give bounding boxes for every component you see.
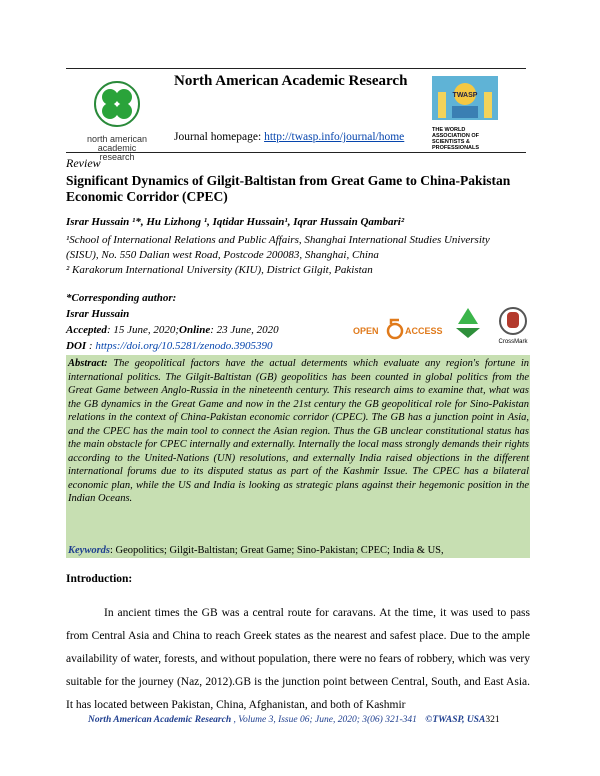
- intro-heading: Introduction:: [66, 573, 133, 585]
- logo-text-2: academic research: [97, 143, 137, 162]
- crossmark-icon: [498, 306, 528, 336]
- open-access-badge: [353, 318, 449, 345]
- corresponding-name: Israr Hussain: [66, 308, 130, 320]
- journal-homepage: [174, 131, 404, 143]
- journal-logo: [80, 78, 154, 162]
- crossmark-badge[interactable]: [498, 306, 528, 345]
- article-type: Review: [66, 156, 101, 170]
- affiliation-2: ² Karakorum International University (KIU), District Gilgit, Pakistan: [66, 264, 373, 276]
- svg-text:TWASP: TWASP: [452, 92, 478, 99]
- open-access-icon: [353, 318, 449, 342]
- doi: DOI : https://doi.org/10.5281/zenodo.3905390: [66, 340, 273, 352]
- article-title: Significant Dynamics of Gilgit-Baltistan from Great Game to China-Pakistan Economic Corridor (CPEC): [66, 173, 511, 204]
- authors: Israr Hussain ¹*, Hu Lizhong ¹, Iqtidar Hussain¹, Iqrar Hussain Qambari²: [66, 216, 405, 228]
- affiliation-1b: (SISU), No. 550 Dalian west Road, Postcode 200083, Shanghai, China: [66, 249, 379, 261]
- twasp-emblem-icon: [432, 76, 498, 120]
- twasp-logo: [432, 76, 504, 151]
- recycle-icon: [452, 306, 484, 345]
- keywords: Keywords: Geopolitics; Gilgit-Baltistan; Great Game; Sino-Pakistan; CPEC; India & US,: [68, 545, 444, 556]
- svg-text:OPEN: OPEN: [353, 326, 379, 336]
- doi-link[interactable]: https://doi.org/10.5281/zenodo.3905390: [95, 340, 273, 352]
- homepage-link[interactable]: http://twasp.info/journal/home: [264, 131, 405, 143]
- journal-title: North American Academic Research: [174, 73, 408, 89]
- twasp-text: THE WORLD ASSOCIATION OF SCIENTISTS & PROFESSIONALS: [432, 127, 480, 151]
- crossmark-label: CrossMark: [498, 339, 528, 345]
- abstract-label: Abstract:: [68, 358, 108, 369]
- intro-paragraph: In ancient times the GB was a central route for caravans. At the time, it was used to pass from Central Asia and China to reach Greek states as the nearest and safest place. Due to the ample availability of water, forests, and without population, there were no fears of robbery, which was very suitable for the journey (Naz, 2012).GB is the junction point between Central, South, and East Asia. It has located between Pakistan, China, Afghanistan, and both of Kashmir: [66, 607, 530, 711]
- abstract-text: Abstract: The geopolitical factors have the actual determents which evaluate any region's fortune in international politics. The Gilgit-Baltistan (GB) geopolitics has been counted in global politics from the Great Game between Anglo-Russia in the nineteenth century. This research aims to examine that, what was the GB dynamics in the Great Game and now in the 21st century the GB geopolitical role for Sino-Pakistan relations in the context of China-Pakistan economic corridor (CPEC). The GB has a junction point in Asia, and the CPEC has the main tool to connect the Asian region. Thus the GB unclear constitutional status has the main obstacle for CPEC internally and externally. Internally the local mass strongly demands their rights according to the United-Nations (UN) resolutions, and externally India raised objections in the different international forums due to its disputed status as part of the Kashmir Issue. The CPEC has a bilateral economic plan, while the US and India is looking as strategic plans against their hegemonic position in the Indian Oceans.: [68, 358, 530, 504]
- homepage-label: Journal homepage:: [174, 131, 265, 143]
- affiliation-1a: ¹School of International Relations and Public Affairs, Shanghai International Studies University: [66, 234, 490, 246]
- header-top-rule: [66, 68, 526, 69]
- corresponding-label: *Corresponding author:: [66, 292, 177, 304]
- footer: North American Academic Research , Volume 3, Issue 06; June, 2020; 3(06) 321-341 ©TWASP, USA321: [88, 715, 500, 725]
- clover-icon: [80, 78, 154, 130]
- dates: Accepted: 15 June, 2020;Online: 23 June, 2020: [66, 324, 279, 336]
- logo-text-1: north american: [86, 134, 148, 144]
- svg-text:ACCESS: ACCESS: [405, 326, 443, 336]
